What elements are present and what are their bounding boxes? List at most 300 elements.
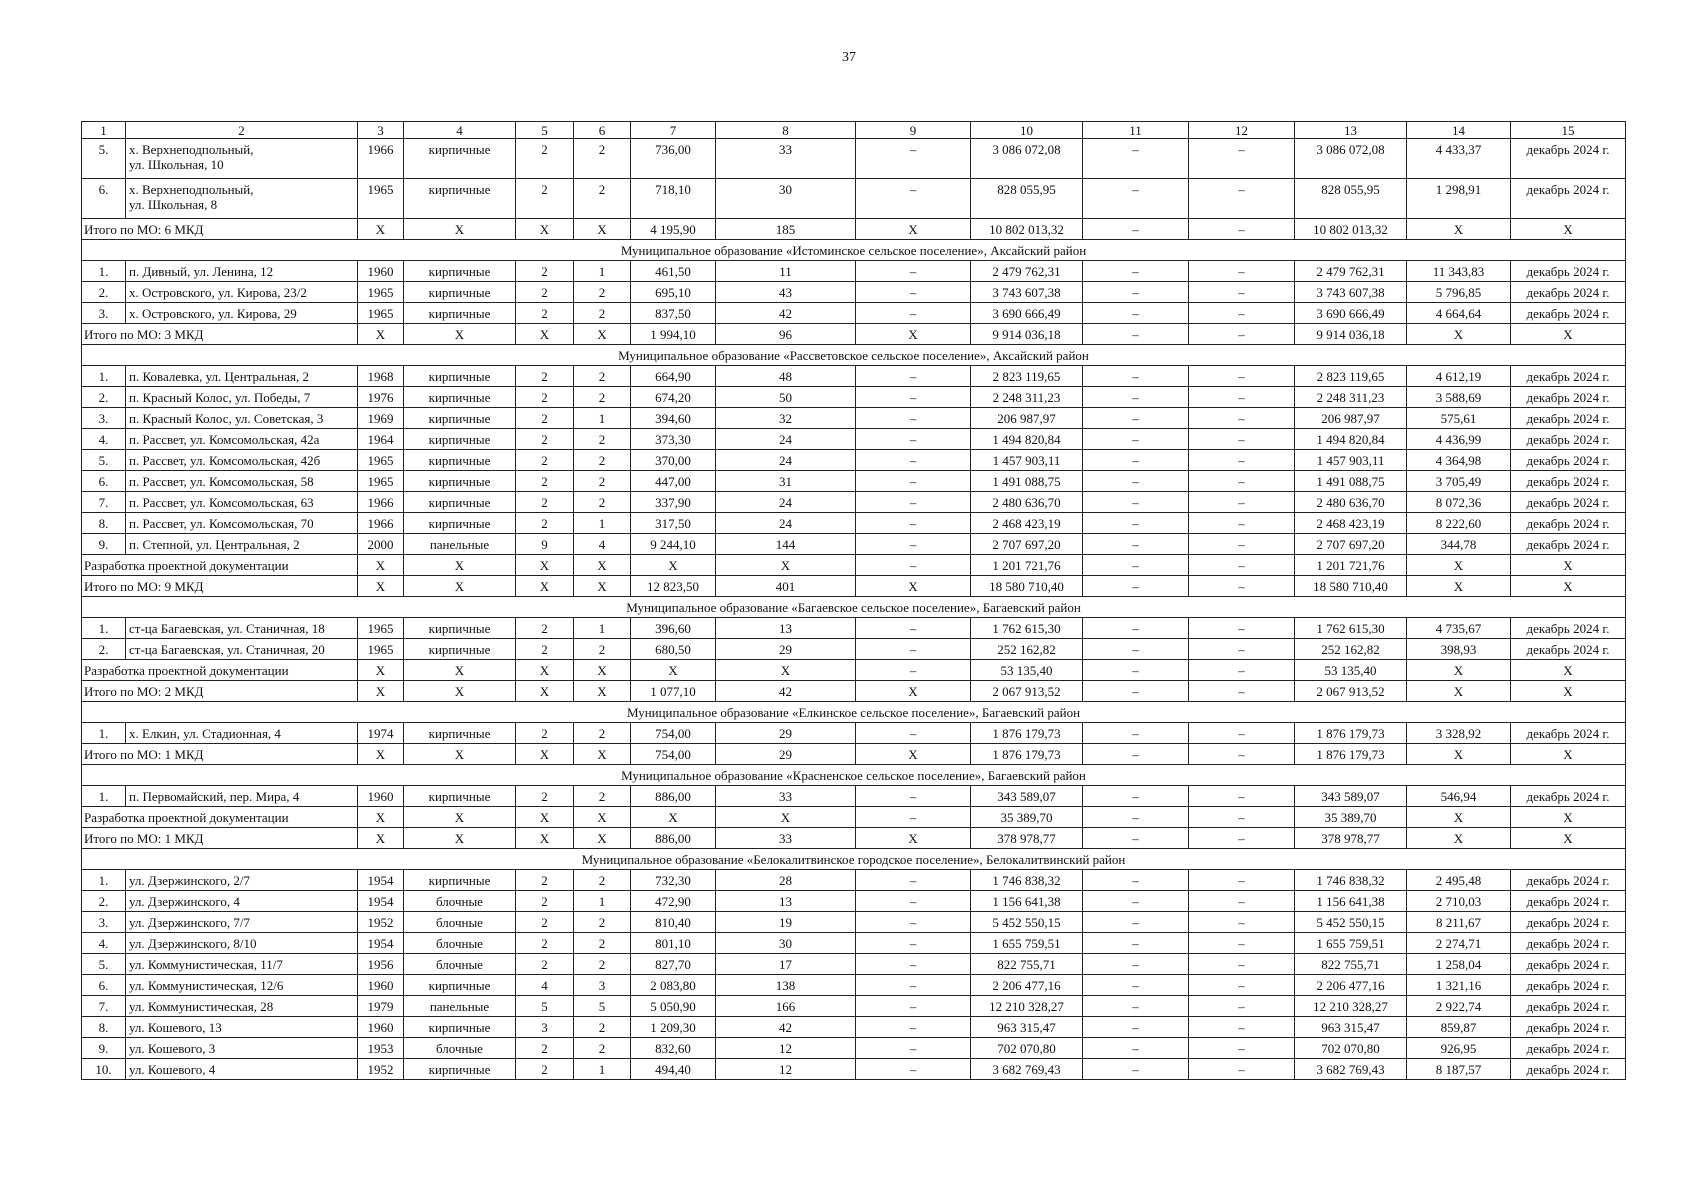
column-number: 1 <box>82 122 126 139</box>
row-number: 7. <box>82 996 126 1017</box>
table-cell: – <box>1189 513 1295 534</box>
table-cell: кирпичные <box>404 303 516 324</box>
table-cell: 2 <box>516 723 574 744</box>
table-cell: 2 <box>516 282 574 303</box>
subtotal-row <box>82 681 1626 702</box>
table-cell: – <box>1083 912 1189 933</box>
table-cell: – <box>1083 534 1189 555</box>
table-cell: – <box>856 996 971 1017</box>
table-cell: X <box>1407 828 1511 849</box>
table-cell: 1 494 820,84 <box>971 429 1083 450</box>
table-cell: – <box>856 534 971 555</box>
table-cell: 3 705,49 <box>1407 471 1511 492</box>
subtotal-row <box>82 219 1626 240</box>
table-cell: X <box>1407 555 1511 576</box>
table-row <box>82 723 1626 744</box>
table-row <box>82 261 1626 282</box>
table-cell: – <box>1083 996 1189 1017</box>
row-label: Итого по МО: 6 МКД <box>82 219 358 240</box>
table-cell: декабрь 2024 г. <box>1511 1017 1626 1038</box>
address-cell: ул. Дзержинского, 8/10 <box>126 933 358 954</box>
table-cell: – <box>1189 954 1295 975</box>
table-cell: 702 070,80 <box>971 1038 1083 1059</box>
table-cell: 2 710,03 <box>1407 891 1511 912</box>
table-cell: 702 070,80 <box>1295 1038 1407 1059</box>
table-cell: 2 <box>574 179 631 219</box>
table-cell: 11 343,83 <box>1407 261 1511 282</box>
table-cell: – <box>856 618 971 639</box>
table-cell: 4 612,19 <box>1407 366 1511 387</box>
table-cell: 373,30 <box>631 429 716 450</box>
table-cell: 801,10 <box>631 933 716 954</box>
table-cell: 1979 <box>358 996 404 1017</box>
table-cell: – <box>856 723 971 744</box>
table-row <box>82 912 1626 933</box>
address-cell: п. Рассвет, ул. Комсомольская, 58 <box>126 471 358 492</box>
table-cell: X <box>1511 219 1626 240</box>
table-cell: X <box>574 576 631 597</box>
table-cell: 2 206 477,16 <box>971 975 1083 996</box>
table-cell: 42 <box>716 1017 856 1038</box>
table-cell: 29 <box>716 744 856 765</box>
table-cell: X <box>404 744 516 765</box>
table-cell: 166 <box>716 996 856 1017</box>
table-row <box>82 891 1626 912</box>
table-cell: 206 987,97 <box>971 408 1083 429</box>
table-cell: – <box>1189 282 1295 303</box>
column-number: 8 <box>716 122 856 139</box>
table-cell: декабрь 2024 г. <box>1511 1059 1626 1080</box>
table-cell: 2 <box>516 912 574 933</box>
table-cell: X <box>516 555 574 576</box>
row-number: 5. <box>82 139 126 179</box>
table-row <box>82 471 1626 492</box>
table-cell: декабрь 2024 г. <box>1511 891 1626 912</box>
table-cell: 4 433,37 <box>1407 139 1511 179</box>
table-cell: 1 298,91 <box>1407 179 1511 219</box>
table-cell: – <box>856 1038 971 1059</box>
table-cell: 2 <box>574 387 631 408</box>
table-cell: 394,60 <box>631 408 716 429</box>
table-cell: декабрь 2024 г. <box>1511 450 1626 471</box>
table-cell: – <box>856 1059 971 1080</box>
table-cell: 1965 <box>358 282 404 303</box>
table-row <box>82 534 1626 555</box>
table-cell: 2 <box>516 471 574 492</box>
table-cell: 2 <box>516 786 574 807</box>
table-cell: – <box>1189 681 1295 702</box>
table-cell: 2 <box>574 450 631 471</box>
column-number: 5 <box>516 122 574 139</box>
table-cell: 2 479 762,31 <box>971 261 1083 282</box>
table-cell: 2 <box>574 1017 631 1038</box>
subtotal-row <box>82 576 1626 597</box>
table-cell: X <box>856 828 971 849</box>
row-number: 1. <box>82 366 126 387</box>
table-cell: 2 <box>574 282 631 303</box>
table-cell: – <box>856 555 971 576</box>
table-cell: 2 <box>516 954 574 975</box>
table-cell: декабрь 2024 г. <box>1511 513 1626 534</box>
table-row <box>82 786 1626 807</box>
table-cell: 2 <box>516 366 574 387</box>
table-cell: X <box>1407 324 1511 345</box>
table-cell: 963 315,47 <box>971 1017 1083 1038</box>
subtotal-row <box>82 807 1626 828</box>
table-cell: 3 690 666,49 <box>1295 303 1407 324</box>
table-cell: кирпичные <box>404 408 516 429</box>
row-number: 1. <box>82 786 126 807</box>
table-cell: 1966 <box>358 492 404 513</box>
address-cell: п. Рассвет, ул. Комсомольская, 63 <box>126 492 358 513</box>
table-cell: 13 <box>716 891 856 912</box>
table-cell: кирпичные <box>404 1059 516 1080</box>
table-cell: 4 195,90 <box>631 219 716 240</box>
table-cell: – <box>856 492 971 513</box>
table-cell: панельные <box>404 534 516 555</box>
table-cell: 144 <box>716 534 856 555</box>
table-cell: – <box>1189 996 1295 1017</box>
table-cell: X <box>856 324 971 345</box>
table-cell: блочные <box>404 912 516 933</box>
table-cell: 1 994,10 <box>631 324 716 345</box>
table-cell: – <box>1189 219 1295 240</box>
address-cell: п. Степной, ул. Центральная, 2 <box>126 534 358 555</box>
table-cell: 1953 <box>358 1038 404 1059</box>
table-cell: 11 <box>716 261 856 282</box>
table-cell: – <box>856 387 971 408</box>
table-cell: 3 682 769,43 <box>1295 1059 1407 1080</box>
row-number: 5. <box>82 450 126 471</box>
table-cell: 18 580 710,40 <box>971 576 1083 597</box>
address-cell: ул. Кошевого, 13 <box>126 1017 358 1038</box>
table-cell: 3 <box>516 1017 574 1038</box>
table-cell: кирпичные <box>404 450 516 471</box>
table-cell: 1 876 179,73 <box>971 723 1083 744</box>
table-cell: 42 <box>716 303 856 324</box>
table-cell: 1 457 903,11 <box>1295 450 1407 471</box>
table-cell: 2 <box>516 891 574 912</box>
address-cell: х. Елкин, ул. Стадионная, 4 <box>126 723 358 744</box>
table-cell: 2 248 311,23 <box>1295 387 1407 408</box>
row-label: Итого по МО: 3 МКД <box>82 324 358 345</box>
table-cell: – <box>1189 744 1295 765</box>
table-row <box>82 1038 1626 1059</box>
table-cell: – <box>856 513 971 534</box>
table-cell: 2 <box>516 261 574 282</box>
section-header-row <box>82 240 1626 261</box>
table-cell: 9 914 036,18 <box>971 324 1083 345</box>
table-row <box>82 408 1626 429</box>
table-row <box>82 975 1626 996</box>
row-number: 3. <box>82 408 126 429</box>
row-number: 9. <box>82 534 126 555</box>
table-cell: 398,93 <box>1407 639 1511 660</box>
table-cell: – <box>1083 870 1189 891</box>
section-header-row <box>82 765 1626 786</box>
row-label: Итого по МО: 2 МКД <box>82 681 358 702</box>
table-cell: 32 <box>716 408 856 429</box>
table-cell: X <box>1511 555 1626 576</box>
table-cell: 1974 <box>358 723 404 744</box>
table-cell: кирпичные <box>404 387 516 408</box>
table-cell: – <box>1189 618 1295 639</box>
row-number: 8. <box>82 513 126 534</box>
table-cell: – <box>1189 492 1295 513</box>
table-cell: X <box>631 555 716 576</box>
table-row <box>82 996 1626 1017</box>
table-cell: X <box>358 660 404 681</box>
table-cell: – <box>1083 933 1189 954</box>
table-cell: – <box>1083 1059 1189 1080</box>
table-cell: 53 135,40 <box>1295 660 1407 681</box>
table-cell: X <box>358 681 404 702</box>
table-cell: – <box>1083 492 1189 513</box>
table-cell: 10 802 013,32 <box>971 219 1083 240</box>
table-cell: декабрь 2024 г. <box>1511 870 1626 891</box>
table-cell: 1 491 088,75 <box>1295 471 1407 492</box>
table-cell: – <box>1189 1059 1295 1080</box>
table-cell: декабрь 2024 г. <box>1511 786 1626 807</box>
row-number: 2. <box>82 891 126 912</box>
table-cell: 4 735,67 <box>1407 618 1511 639</box>
table-cell: – <box>1083 324 1189 345</box>
table-cell: X <box>856 744 971 765</box>
table-cell: 1965 <box>358 618 404 639</box>
table-cell: 447,00 <box>631 471 716 492</box>
table-cell: X <box>516 681 574 702</box>
column-number: 4 <box>404 122 516 139</box>
table-cell: 2 <box>516 179 574 219</box>
subtotal-row <box>82 828 1626 849</box>
table-cell: декабрь 2024 г. <box>1511 933 1626 954</box>
table-cell: – <box>1083 786 1189 807</box>
address-cell: ст-ца Багаевская, ул. Станичная, 18 <box>126 618 358 639</box>
table-cell: 1 <box>574 891 631 912</box>
table-cell: 2 707 697,20 <box>971 534 1083 555</box>
table-cell: 2 206 477,16 <box>1295 975 1407 996</box>
table-cell: 1952 <box>358 1059 404 1080</box>
table-cell: X <box>856 681 971 702</box>
table-cell: 3 <box>574 975 631 996</box>
table-cell: 12 823,50 <box>631 576 716 597</box>
table-cell: 2 067 913,52 <box>1295 681 1407 702</box>
table-cell: 1 491 088,75 <box>971 471 1083 492</box>
table-cell: 3 743 607,38 <box>1295 282 1407 303</box>
column-number: 9 <box>856 122 971 139</box>
table-cell: – <box>1189 975 1295 996</box>
table-cell: – <box>1083 807 1189 828</box>
table-cell: 832,60 <box>631 1038 716 1059</box>
address-cell: ул. Коммунистическая, 28 <box>126 996 358 1017</box>
table-cell: – <box>856 429 971 450</box>
table-cell: декабрь 2024 г. <box>1511 303 1626 324</box>
page-number: 37 <box>842 50 856 65</box>
table-cell: – <box>1189 324 1295 345</box>
table-cell: кирпичные <box>404 366 516 387</box>
table-cell: 2 <box>516 139 574 179</box>
table-cell: 754,00 <box>631 723 716 744</box>
table-cell: 5 050,90 <box>631 996 716 1017</box>
table-cell: 1 746 838,32 <box>1295 870 1407 891</box>
table-cell: 185 <box>716 219 856 240</box>
table-cell: 859,87 <box>1407 1017 1511 1038</box>
table-cell: – <box>856 261 971 282</box>
table-cell: 3 588,69 <box>1407 387 1511 408</box>
section-title: Муниципальное образование «Елкинское сельское поселение», Багаевский район <box>82 702 1626 723</box>
table-cell: 252 162,82 <box>1295 639 1407 660</box>
table-body <box>82 122 1626 1080</box>
table-cell: 28 <box>716 870 856 891</box>
table-cell: кирпичные <box>404 261 516 282</box>
table-cell: – <box>1189 303 1295 324</box>
table-cell: – <box>856 639 971 660</box>
table-cell: X <box>516 807 574 828</box>
table-cell: 53 135,40 <box>971 660 1083 681</box>
table-cell: X <box>631 807 716 828</box>
table-cell: 4 364,98 <box>1407 450 1511 471</box>
table-cell: – <box>856 139 971 179</box>
address-cell: ул. Коммунистическая, 12/6 <box>126 975 358 996</box>
table-cell: 494,40 <box>631 1059 716 1080</box>
table-cell: 2 <box>516 408 574 429</box>
table-cell: – <box>1189 1038 1295 1059</box>
row-label: Разработка проектной документации <box>82 807 358 828</box>
table-cell: 343 589,07 <box>971 786 1083 807</box>
table-cell: 42 <box>716 681 856 702</box>
table-cell: 9 914 036,18 <box>1295 324 1407 345</box>
table-cell: X <box>358 324 404 345</box>
table-cell: – <box>1189 1017 1295 1038</box>
table-cell: 8 222,60 <box>1407 513 1511 534</box>
table-cell: 1 494 820,84 <box>1295 429 1407 450</box>
table-cell: кирпичные <box>404 429 516 450</box>
table-cell: – <box>1083 471 1189 492</box>
table-cell: – <box>856 366 971 387</box>
table-row <box>82 933 1626 954</box>
table-cell: X <box>358 219 404 240</box>
table-cell: 461,50 <box>631 261 716 282</box>
table-cell: 1 156 641,38 <box>971 891 1083 912</box>
table-cell: X <box>1511 576 1626 597</box>
table-cell: 2 <box>574 786 631 807</box>
table-cell: X <box>404 219 516 240</box>
table-cell: декабрь 2024 г. <box>1511 996 1626 1017</box>
table-cell: блочные <box>404 1038 516 1059</box>
row-number: 3. <box>82 912 126 933</box>
table-cell: 29 <box>716 723 856 744</box>
table-cell: 2 480 636,70 <box>971 492 1083 513</box>
table-cell: 13 <box>716 618 856 639</box>
address-cell: ул. Дзержинского, 4 <box>126 891 358 912</box>
table-row <box>82 492 1626 513</box>
row-number: 5. <box>82 954 126 975</box>
table-cell: 12 210 328,27 <box>971 996 1083 1017</box>
table-cell: X <box>404 555 516 576</box>
subtotal-row <box>82 324 1626 345</box>
table-cell: X <box>574 555 631 576</box>
table-cell: X <box>574 807 631 828</box>
table-cell: декабрь 2024 г. <box>1511 366 1626 387</box>
row-label: Разработка проектной документации <box>82 660 358 681</box>
column-number: 12 <box>1189 122 1295 139</box>
table-cell: 138 <box>716 975 856 996</box>
table-cell: – <box>1189 534 1295 555</box>
table-cell: кирпичные <box>404 282 516 303</box>
table-cell: 3 743 607,38 <box>971 282 1083 303</box>
table-cell: 1 <box>574 1059 631 1080</box>
table-cell: 2 <box>574 954 631 975</box>
table-cell: – <box>1083 366 1189 387</box>
table-cell: X <box>574 219 631 240</box>
table-cell: X <box>1511 660 1626 681</box>
address-cell: х. Островского, ул. Кирова, 29 <box>126 303 358 324</box>
table-cell: – <box>1083 891 1189 912</box>
address-cell: п. Рассвет, ул. Комсомольская, 42б <box>126 450 358 471</box>
address-cell: п. Красный Колос, ул. Победы, 7 <box>126 387 358 408</box>
table-cell: кирпичные <box>404 870 516 891</box>
table-cell: 754,00 <box>631 744 716 765</box>
table-cell: 8 072,36 <box>1407 492 1511 513</box>
column-number: 7 <box>631 122 716 139</box>
table-cell: 3 086 072,08 <box>1295 139 1407 179</box>
row-number: 6. <box>82 471 126 492</box>
table-cell: 343 589,07 <box>1295 786 1407 807</box>
table-cell: кирпичные <box>404 975 516 996</box>
table-cell: – <box>1189 807 1295 828</box>
table-cell: – <box>1083 954 1189 975</box>
table-cell: декабрь 2024 г. <box>1511 408 1626 429</box>
table-cell: кирпичные <box>404 639 516 660</box>
table-cell: – <box>856 954 971 975</box>
row-number: 2. <box>82 639 126 660</box>
table-cell: 29 <box>716 639 856 660</box>
table-cell: 828 055,95 <box>971 179 1083 219</box>
row-number: 6. <box>82 975 126 996</box>
column-number: 15 <box>1511 122 1626 139</box>
table-cell: 575,61 <box>1407 408 1511 429</box>
table-cell: – <box>1083 1038 1189 1059</box>
table-row <box>82 870 1626 891</box>
column-number: 3 <box>358 122 404 139</box>
table-cell: 2 <box>516 639 574 660</box>
address-cell: ул. Дзержинского, 7/7 <box>126 912 358 933</box>
table-cell: 827,70 <box>631 954 716 975</box>
row-number: 1. <box>82 261 126 282</box>
table-cell: 1960 <box>358 261 404 282</box>
column-number: 10 <box>971 122 1083 139</box>
table-cell: 206 987,97 <box>1295 408 1407 429</box>
table-row <box>82 303 1626 324</box>
table-cell: X <box>1511 744 1626 765</box>
table-cell: декабрь 2024 г. <box>1511 139 1626 179</box>
table-cell: декабрь 2024 г. <box>1511 912 1626 933</box>
table-cell: – <box>1189 870 1295 891</box>
table-cell: – <box>1189 786 1295 807</box>
table-cell: блочные <box>404 954 516 975</box>
table-cell: X <box>404 576 516 597</box>
table-cell: блочные <box>404 933 516 954</box>
row-label: Итого по МО: 9 МКД <box>82 576 358 597</box>
table-cell: 1954 <box>358 870 404 891</box>
section-header-row <box>82 702 1626 723</box>
table-cell: 1 209,30 <box>631 1017 716 1038</box>
table-cell: X <box>404 660 516 681</box>
table-cell: 1 876 179,73 <box>1295 723 1407 744</box>
table-cell: X <box>574 828 631 849</box>
table-cell: – <box>1083 828 1189 849</box>
table-cell: – <box>1189 471 1295 492</box>
